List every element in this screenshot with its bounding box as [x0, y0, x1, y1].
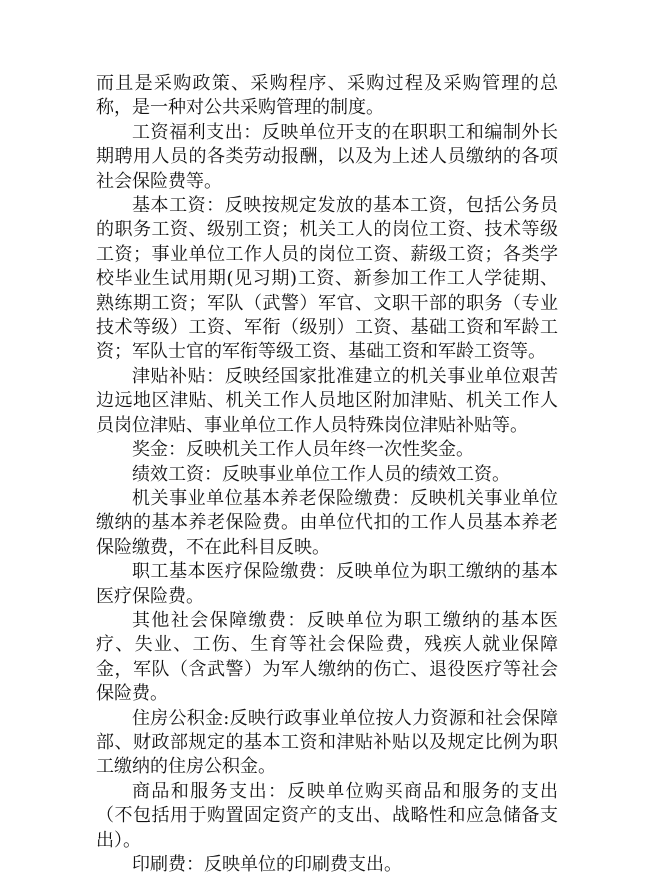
paragraph-goods-services: 商品和服务支出：反映单位购买商品和服务的支出（不包括用于购置固定资产的支出、战略性和应急储备支出）。 [96, 780, 558, 851]
paragraph-medical-insurance: 职工基本医疗保险缴费：反映单位为职工缴纳的基本医疗保险费。 [96, 561, 558, 607]
paragraph-other-social-security: 其他社会保障缴费：反映单位为职工缴纳的基本医疗、失业、工伤、生育等社会保险费，残疾人就业保障金，军队（含武警）为军人缴纳的伤亡、退役医疗等社会保险费。 [96, 609, 558, 705]
paragraph-pension-insurance: 机关事业单位基本养老保险缴费：反映机关事业单位缴纳的基本养老保险费。由单位代扣的工作人员基本养老保险缴费，不在此科目反映。 [96, 487, 558, 558]
paragraph-bonus: 奖金：反映机关工作人员年终一次性奖金。 [132, 439, 474, 461]
paragraph-printing-fees: 印刷费：反映单位的印刷费支出。 [132, 854, 402, 875]
paragraph-wages-welfare: 工资福利支出：反映单位开支的在职职工和编制外长期聘用人员的各类劳动报酬，以及为上述人员缴纳的各项社会保险费等。 [96, 121, 558, 192]
paragraph-performance-wages: 绩效工资：反映事业单位工作人员的绩效工资。 [132, 463, 510, 485]
paragraph-basic-wages: 基本工资：反映按规定发放的基本工资，包括公务员的职务工资、级别工资；机关工人的岗位工资、技术等级工资；事业单位工作人员的岗位工资、薪级工资；各类学校毕业生试用期(见习期)工资、新参加工作工人学徒期、熟练期工资；军队（武警）军官、文职干部的职务（专业技术等级）工资、军衔（级别）工资、基础工资和军龄工资；军队士官的军衔等级工资、基础工资和军龄工资等。 [96, 195, 558, 363]
paragraph-procurement-continuation: 而且是采购政策、采购程序、采购过程及采购管理的总称，是一种对公共采购管理的制度。 [96, 73, 558, 119]
paragraph-housing-fund: 住房公积金:反映行政事业单位按人力资源和社会保障部、财政部规定的基本工资和津贴补贴以及规定比例为职工缴纳的住房公积金。 [96, 707, 558, 778]
document-body [96, 72, 558, 877]
paragraph-allowances: 津贴补贴：反映经国家批准建立的机关事业单位艰苦边远地区津贴、机关工作人员地区附加津贴、机关工作人员岗位津贴、事业单位工作人员特殊岗位津贴补贴等。 [96, 365, 558, 436]
